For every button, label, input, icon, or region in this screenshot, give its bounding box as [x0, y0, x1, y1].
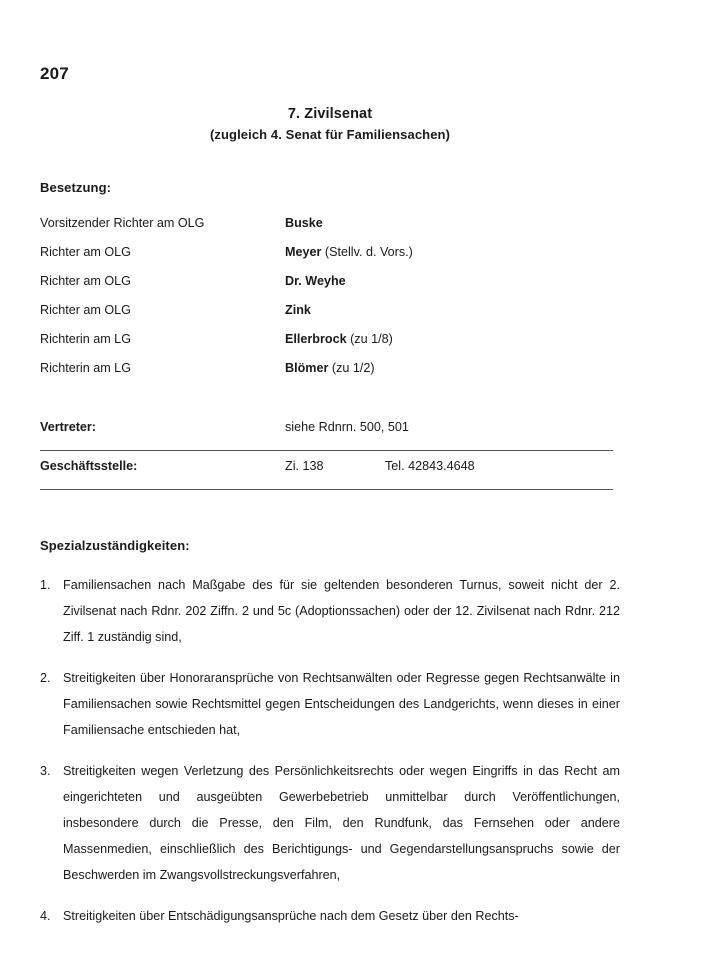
vertreter-label: Vertreter:: [40, 420, 97, 434]
competence-item: [40, 758, 620, 888]
personnel-list: [40, 216, 620, 390]
page-number: 207: [40, 64, 69, 83]
personnel-row: [40, 216, 620, 245]
personnel-name-suffix: (Stellv. d. Vors.): [321, 245, 413, 259]
personnel-name-suffix: (zu 1/2): [328, 361, 375, 375]
personnel-name-text: Dr. Weyhe: [285, 274, 346, 288]
competence-text: Familiensachen nach Maßgabe des für sie geltenden besonderen Turnus, soweit nicht der 2. Zivilsenat nach Rdnr. 202 Ziffn. 2 und 5c (Adoptionssachen) oder der 12. Zivilsenat nach Rdnr. 212 Ziff. 1 zuständig sind,: [63, 578, 620, 644]
competence-item: [40, 903, 620, 929]
personnel-name: [285, 303, 311, 317]
personnel-name: [285, 245, 413, 259]
personnel-role: Richter am OLG: [40, 245, 131, 259]
vertreter-value: siehe Rdnrn. 500, 501: [285, 420, 409, 434]
personnel-name: [285, 274, 346, 288]
personnel-name-text: Zink: [285, 303, 311, 317]
personnel-name: [285, 332, 393, 346]
competence-number: 1.: [40, 578, 51, 592]
personnel-row: [40, 332, 620, 361]
personnel-role: Vorsitzender Richter am OLG: [40, 216, 205, 230]
vertreter-row: [40, 412, 613, 451]
senate-subtitle: (zugleich 4. Senat für Familiensachen): [209, 127, 451, 142]
personnel-name-text: Buske: [285, 216, 323, 230]
spezialzustaendigkeiten-heading: Spezialzuständigkeiten:: [40, 538, 190, 553]
senate-heading: [40, 106, 620, 142]
competence-text: Streitigkeiten wegen Verletzung des Persönlichkeitsrechts oder wegen Eingriffs in das Recht am eingerichteten und ausgeübten Gewerbebetrieb unmittelbar durch Veröffentlichungen, insbesondere durch die Presse, den Film, den Rundfunk, das Fernsehen oder andere Massenmedien, einschließlich des Berichtigungs- und Gegendarstellungsanspruchs sowie der Beschwerden im Zwangsvollstreckungsverfahren,: [63, 764, 620, 882]
personnel-name-text: Ellerbrock: [285, 332, 347, 346]
personnel-row: [40, 361, 620, 390]
geschaeftsstelle-room: Zi. 138: [285, 459, 324, 473]
info-block: [40, 412, 613, 490]
geschaeftsstelle-row: [40, 451, 613, 490]
competence-number: 2.: [40, 671, 51, 685]
besetzung-heading: Besetzung:: [40, 180, 112, 195]
personnel-row: [40, 303, 620, 332]
geschaeftsstelle-label: Geschäftsstelle:: [40, 459, 138, 473]
competences-list: [40, 572, 620, 929]
competence-number: 3.: [40, 764, 51, 778]
personnel-role: Richter am OLG: [40, 274, 131, 288]
personnel-name-suffix: (zu 1/8): [346, 332, 393, 346]
competence-item: [40, 665, 620, 743]
personnel-role: Richter am OLG: [40, 303, 131, 317]
personnel-role: Richterin am LG: [40, 361, 131, 375]
personnel-row: [40, 274, 620, 303]
competence-number: 4.: [40, 909, 51, 923]
personnel-name: [285, 361, 375, 375]
personnel-name: [285, 216, 323, 230]
competence-text: Streitigkeiten über Honoraransprüche von Rechtsanwälten oder Regresse gegen Rechtsanwälte in Familiensachen sowie Rechtsmittel gegen Entscheidungen des Landgerichts, wenn dieses in einer Familiensache entschieden hat,: [63, 671, 620, 737]
competence-item: [40, 572, 620, 650]
geschaeftsstelle-phone: Tel. 42843.4648: [385, 459, 475, 473]
personnel-role: Richterin am LG: [40, 332, 131, 346]
personnel-name-text: Meyer: [285, 245, 322, 259]
senate-title: 7. Zivilsenat: [287, 106, 373, 122]
personnel-name-text: Blömer: [285, 361, 329, 375]
personnel-row: [40, 245, 620, 274]
competence-text: Streitigkeiten über Entschädigungsansprüche nach dem Gesetz über den Rechts-: [63, 909, 519, 923]
